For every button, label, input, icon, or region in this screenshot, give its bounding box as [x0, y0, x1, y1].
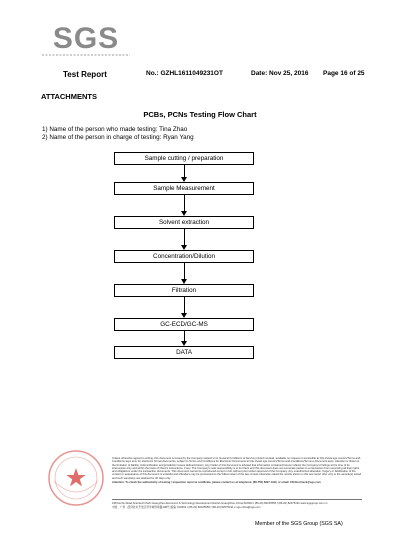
tester-name-line: 1) Name of the person who made testing: Tina Zhao	[42, 126, 188, 133]
report-title: Test Report	[63, 70, 107, 79]
flow-connector	[184, 331, 185, 341]
footer-disclaimer-block	[112, 457, 362, 484]
flow-step-solvent-extraction: Solvent extraction	[114, 216, 254, 229]
report-number: No.: GZHL1611049231OT	[146, 70, 223, 77]
flow-step-sample-cutting: Sample cutting / preparation	[114, 152, 254, 165]
flow-step-data: DATA	[114, 346, 254, 359]
flow-connector	[184, 229, 185, 245]
svg-text:SGS: SGS	[52, 22, 120, 55]
footer-divider	[112, 499, 362, 500]
footer-disclaimer: Unless otherwise agreed in writing, this document is issued by the Company subject to its General Conditions of Service printed overleaf, available on request or accessible at http://www.sgs.com/en/Terms-and-Conditions.aspx and, for electronic format documents, subject to Terms and Conditions for Electronic Documents at http://www.sgs.com/en/Terms-and-Conditions/Terms-e-Document.aspx. Attention is drawn to the limitation of liability, indemnification and jurisdiction issues defined therein. Any holder of this document is advised that information contained hereon reflects the Company's findings at the time of its intervention only and within the limits of Client's instructions, if any. The Company's sole responsibility is to its Client and this document does not exonerate parties to a transaction from exercising all their rights and obligations under the transaction documents. This document cannot be reproduced except in full, without prior written approval of the Company. Any unauthorized alteration, forgery or falsification of the content or appearance of this document is unlawful and offenders may be prosecuted to the fullest extent of the law. Unless otherwise stated the results shown in this test report refer only to the sample(s) tested and such sample(s) are retained for 30 days only.	[112, 457, 362, 480]
flow-connector	[184, 165, 185, 177]
page-number: Page 16 of 25	[323, 70, 365, 77]
flow-connector	[184, 195, 185, 211]
section-heading: ATTACHMENTS	[41, 92, 97, 101]
footer-attention: Attention: To check the authenticity of testing / inspection report & certificate, please contact us at telephone: (86-755) 8307 1443, or email: CN.Doccheck@sgs.com	[112, 480, 321, 484]
report-date: Date: Nov 25, 2016	[251, 70, 309, 77]
company-seal-icon	[46, 448, 106, 508]
flow-connector	[184, 263, 185, 279]
sgs-member-note: Member of the SGS Group (SGS SA)	[255, 521, 343, 527]
footer-address-block	[112, 502, 362, 510]
sgs-logo	[40, 18, 132, 60]
supervisor-name-line: 2) Name of the person in charge of testing: Ryan Yang	[42, 134, 194, 141]
flow-step-concentration: Concentration/Dilution	[114, 250, 254, 263]
flow-step-filtration: Filtration	[114, 284, 254, 297]
flow-step-gc-ecd-gc-ms: GC-ECD/GC-MS	[114, 318, 254, 331]
footer-address-en: 198 Kezhu Road,Scientech Park Guangzhou Economic & Technology Development District,Guangzhou,China 510663 t (86-20) 82155555 f (86-20) 82075191 www.sgsgroup.com.cn	[112, 502, 328, 505]
flow-connector	[184, 297, 185, 313]
flow-chart-title: PCBs, PCNs Testing Flow Chart	[143, 110, 257, 119]
flow-step-sample-measurement: Sample Measurement	[114, 182, 254, 195]
footer-address-cn: 中国 · 广州 · 经济技术开发区科学城科珠路198号 邮编: 510663 t (86-20) 82155555 f (86-20) 82075191 e sgs.china@sgs.com	[112, 506, 261, 510]
